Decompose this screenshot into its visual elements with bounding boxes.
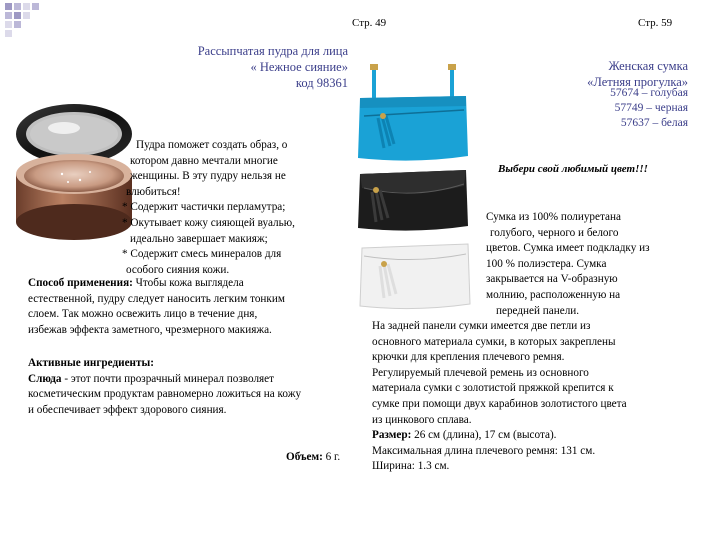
bag-back-panel-description: На задней панели сумки имеется две петли из основного материала сумки, в которых закреплены крючки для крепления плечевого ремня. Регулируемый плечевой ремень из основного материала сумки с золотистой пряжкой крепится к сумке при помощи двух карабинов золотистого цвета из цинкового сплава. Размер: 26 см (длина), 17 см (высота). Максимальная длина плечевого ремня: 131 см. Ширина: 1.3 см. (372, 319, 717, 475)
black-bag-image (358, 170, 468, 231)
size-label: Размер: (372, 429, 412, 442)
bag-images (354, 60, 474, 315)
bag-title: Женская сумка «Летняя прогулка» (587, 59, 688, 89)
bag-color-codes: 57674 – голубая 57749 – черная 57637 – белая (610, 87, 688, 129)
bag-description: Сумка из 100% полиуретана голубого, черного и белого цветов. Сумка имеет подкладку из 100 % полиэстера. Сумка закрывается на V-образную молнию, расположенную на передней панели. (486, 211, 650, 317)
bag-width: Ширина: 1.3 см. (372, 460, 450, 473)
powder-volume: Объем: 6 г. (286, 451, 341, 463)
mica-label: Слюда (28, 372, 62, 385)
powder-title: Рассыпчатая пудра для лица « Нежное сияние» код 98361 (197, 44, 348, 90)
blue-bag-image (358, 64, 468, 161)
usage-label: Способ применения: (28, 277, 133, 289)
choose-color-text: Выбери свой любимый цвет!!! (498, 163, 648, 175)
page-number-right: Стр. 59 (638, 17, 673, 29)
powder-usage: Способ применения: Чтобы кожа выглядела естественной, пудру следует наносить легким тонким слоем. Так можно освежить лицо в течение дня, избежав эффекта заметного, чрезмерного макияжа. (28, 277, 285, 336)
powder-description: Пудра поможет создать образ, о котором давно мечтали многие женщины. В эту пудру нельзя не влюбиться! * Содержит частички перламутра; * Окутывает кожу сияющей вуалью, идеально завершает макияж; * Содержит смесь минералов для особого сияния кожи. (122, 139, 295, 276)
powder-compact-image (2, 100, 140, 250)
volume-label: Объем: (286, 451, 323, 463)
page-number-left: Стр. 49 (352, 17, 387, 29)
active-ingredients-label: Активные ингредиенты: (28, 357, 154, 369)
white-bag-image (360, 244, 470, 309)
powder-active-ingredients: Активные ингредиенты: Слюда - этот почти прозрачный минерал позволяет косметическим продуктам равномерно ложиться на кожу и обеспечивает эффект здорового сияния. (28, 357, 302, 416)
strap-length: Максимальная длина плечевого ремня: 131 см. (372, 444, 596, 457)
